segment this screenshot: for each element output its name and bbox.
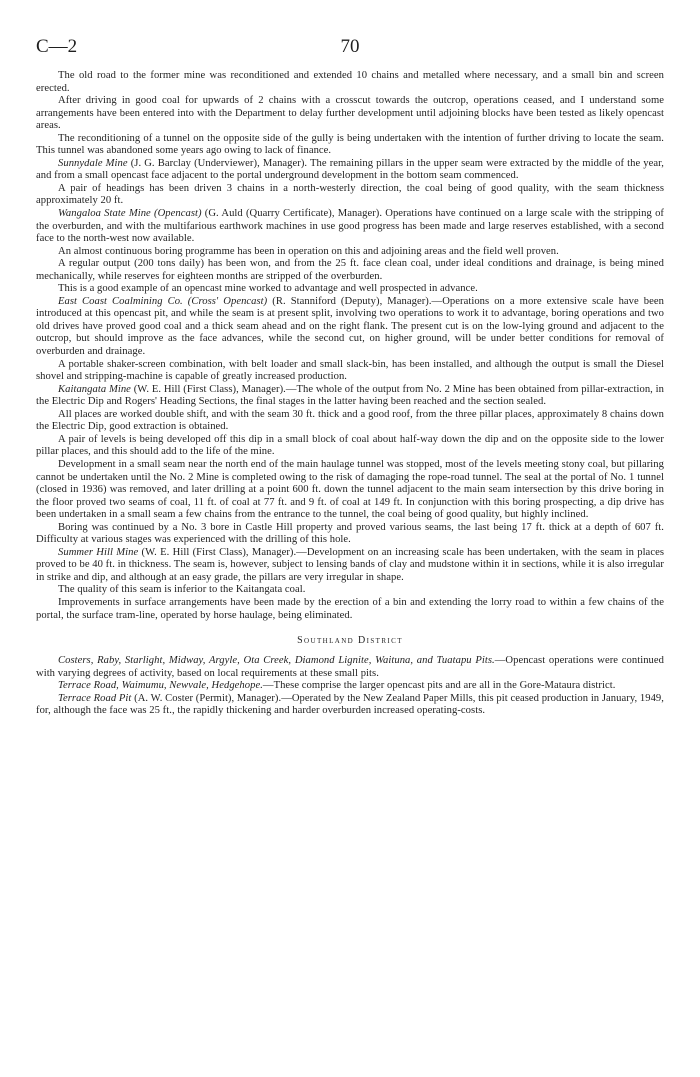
section-heading: Southland District — [297, 635, 403, 647]
paragraph-text: —These comprise the larger opencast pits and are all in the Gore-Mataura district. — [262, 680, 616, 692]
mine-name: Terrace Road Pit — [58, 692, 132, 704]
mine-name: Kaitangata Mine — [58, 383, 131, 395]
paragraph-text: A pair of levels is being developed off this dip in a small block of coal about half-way down the dip and on the opposite side to the lower pillar places, and this should add to the life of the mine. — [36, 433, 664, 458]
body-paragraph — [36, 409, 664, 434]
mine-name: Summer Hill Mine — [58, 546, 139, 558]
paragraph-text: A pair of headings has been driven 3 chains in a north-westerly direction, the coal being of good quality, with the seam thickness approximately 20 ft. — [36, 182, 664, 207]
mine-paragraph — [36, 208, 664, 246]
otago-mines-section — [36, 70, 664, 622]
southland-district-section — [36, 655, 664, 718]
body-paragraph — [36, 522, 664, 547]
paragraph-text: Development in a small seam near the north end of the main haulage tunnel was stopped, most of the levels meeting stony coal, but pillaring cannot be undertaken until the No. 2 Mine is completed owing to the risk of damaging the rope-road tunnel. The seal at the portal of No. 1 tunnel (closed in 1936) was removed, and later drilling at a point 600 ft. down the tunnel adjacent to the main seam intersection by this drive boring in the floor proved two seams of coal, 11 ft. of coal at 77 ft. and 9 ft. of coal at 149 ft. In conjunction with this boring prospecting, a dip drive has been undertaken in a small seam a few chains from the entrance to the tunnel, the coal being of good quality, but highly inclined. — [36, 458, 664, 521]
mine-name: Sunnydale Mine — [58, 157, 128, 169]
paragraph-text: Boring was continued by a No. 3 bore in Castle Hill property and proved various seams, the last being 17 ft. thick at a depth of 607 ft. Difficulty at various stages was experienced with the drilling of this hole. — [36, 521, 664, 546]
paragraph-text: The old road to the former mine was reconditioned and extended 10 chains and metalled where necessary, and a small bin and screen erected. — [36, 70, 664, 94]
mine-paragraph — [36, 693, 664, 718]
paragraph-text: This is a good example of an opencast mine worked to advantage and well prospected in advance. — [58, 283, 478, 295]
paragraph-text: All places are worked double shift, and with the seam 30 ft. thick and a good roof, from the three pillar places, approximately 8 chains down the Electric Dip, good extraction is obtained. — [36, 408, 664, 433]
paragraph-text: The quality of this seam is inferior to the Kaitangata coal. — [58, 584, 306, 596]
page-body — [36, 70, 664, 718]
body-paragraph — [36, 584, 664, 597]
mine-paragraph — [36, 680, 664, 693]
page-number: 70 — [340, 36, 360, 57]
paragraph-text: (R. Stanniford (Deputy), Manager).—Operations on a more extensive scale have been introduced at this opencast pit, and while the seam is at present split, involving two operations to work it to advantage, boring operations and two old drives have proved good coal and a thick seam ahead and on the right flank. The present cut is on the low-lying ground and adjacent to the outcrop, but should improve as the face advances, while the second cut, on higher ground, will be under better conditions for removal of overburden and drainage. — [36, 295, 664, 358]
mine-paragraph — [36, 158, 664, 183]
body-paragraph — [36, 597, 664, 622]
mine-name: Wangaloa State Mine (Opencast) — [58, 208, 202, 220]
paragraph-text: (G. Auld (Quarry Certificate), Manager). Operations have continued on a large scale with the stripping of the overburden, and with the multifarious earthwork machines in use good progress has been made and large reserves established, with a second face to the north-west now available. — [36, 208, 664, 245]
page-header — [36, 36, 664, 60]
paragraph-text: A regular output (200 tons daily) has been won, and from the 25 ft. face clean coal, under ideal conditions and drainage, is being mined mechanically, while reserves for eighteen months are stripped of the overburden. — [36, 258, 664, 282]
paragraph-text: (J. G. Barclay (Underviewer), Manager). The remaining pillars in the upper seam were extracted by the middle of the year, and from a small opencast face adjacent to the portal underground development in the bottom seam commenced. — [36, 157, 664, 182]
body-paragraph — [36, 359, 664, 384]
body-paragraph — [36, 246, 664, 259]
paragraph-text: (W. E. Hill (First Class), Manager).—Development on an increasing scale has been undertaken, with the seam in places proved to be 40 ft. in thickness. The seam is, however, subject to lensing bands of clay and mudstone within it in sections, while it is also irregular in strike and dip, and although at an easy grade, the pillars are very irregular in shape. — [36, 546, 664, 583]
mine-name: Terrace Road, Waimumu, Newvale, Hedgehope. — [58, 680, 263, 692]
mine-paragraph — [36, 384, 664, 409]
paragraph-text: Improvements in surface arrangements have been made by the erection of a bin and extending the lorry road to within a few chains of the portal, the surface tram-line, operated by horse haulage, being eliminated. — [36, 596, 664, 621]
report-section-code: C—2 — [36, 36, 78, 57]
paragraph-text: The reconditioning of a tunnel on the opposite side of the gully is being undertaken with the intention of further driving to locate the seam. This tunnel was abandoned some years ago owing to lack of finance. — [36, 132, 664, 157]
mine-name: Costers, Raby, Starlight, Midway, Argyle, Ota Creek, Diamond Lignite, Waituna, and Tuatapu Pits. — [58, 655, 495, 667]
body-paragraph — [36, 459, 664, 522]
paragraph-text: —Opencast operations were continued with varying degrees of activity, based on local requirements at these small pits. — [36, 655, 664, 679]
body-paragraph — [36, 258, 664, 283]
body-paragraph — [36, 434, 664, 459]
body-paragraph — [36, 133, 664, 158]
body-paragraph — [36, 283, 664, 296]
paragraph-text: (W. E. Hill (First Class), Manager).—The whole of the output from No. 2 Mine has been obtained from pillar-extraction, in the Electric Dip and Rogers' Heading Sections, the final stages in the latter having been reached and the section sealed. — [36, 383, 664, 408]
body-paragraph — [36, 70, 664, 95]
paragraph-text: An almost continuous boring programme has been in operation on this and adjoining areas and the field well proven. — [58, 245, 559, 257]
mine-paragraph — [36, 547, 664, 585]
paragraph-text: After driving in good coal for upwards of 2 chains with a crosscut towards the outcrop, operations ceased, and I understand some arrangements have been entered into with the Department to delay further development until adjoining blocks have been tested as likely opencast areas. — [36, 95, 664, 132]
body-paragraph — [36, 95, 664, 133]
mine-name: East Coast Coalmining Co. (Cross' Opencast) — [58, 295, 268, 307]
mine-paragraph — [36, 655, 664, 680]
paragraph-text: A portable shaker-screen combination, with belt loader and small slack-bin, has been installed, and although the output is small the Diesel shovel and stripping-machine is capable of greatly increased production. — [36, 358, 664, 383]
paragraph-text: (A. W. Coster (Permit), Manager).—Operated by the New Zealand Paper Mills, this pit ceased production in January, 1949, for, although the face was 25 ft., the rapidly thickening and harder overburden increased operating-costs. — [36, 692, 664, 717]
mine-paragraph — [36, 296, 664, 359]
body-paragraph — [36, 183, 664, 208]
